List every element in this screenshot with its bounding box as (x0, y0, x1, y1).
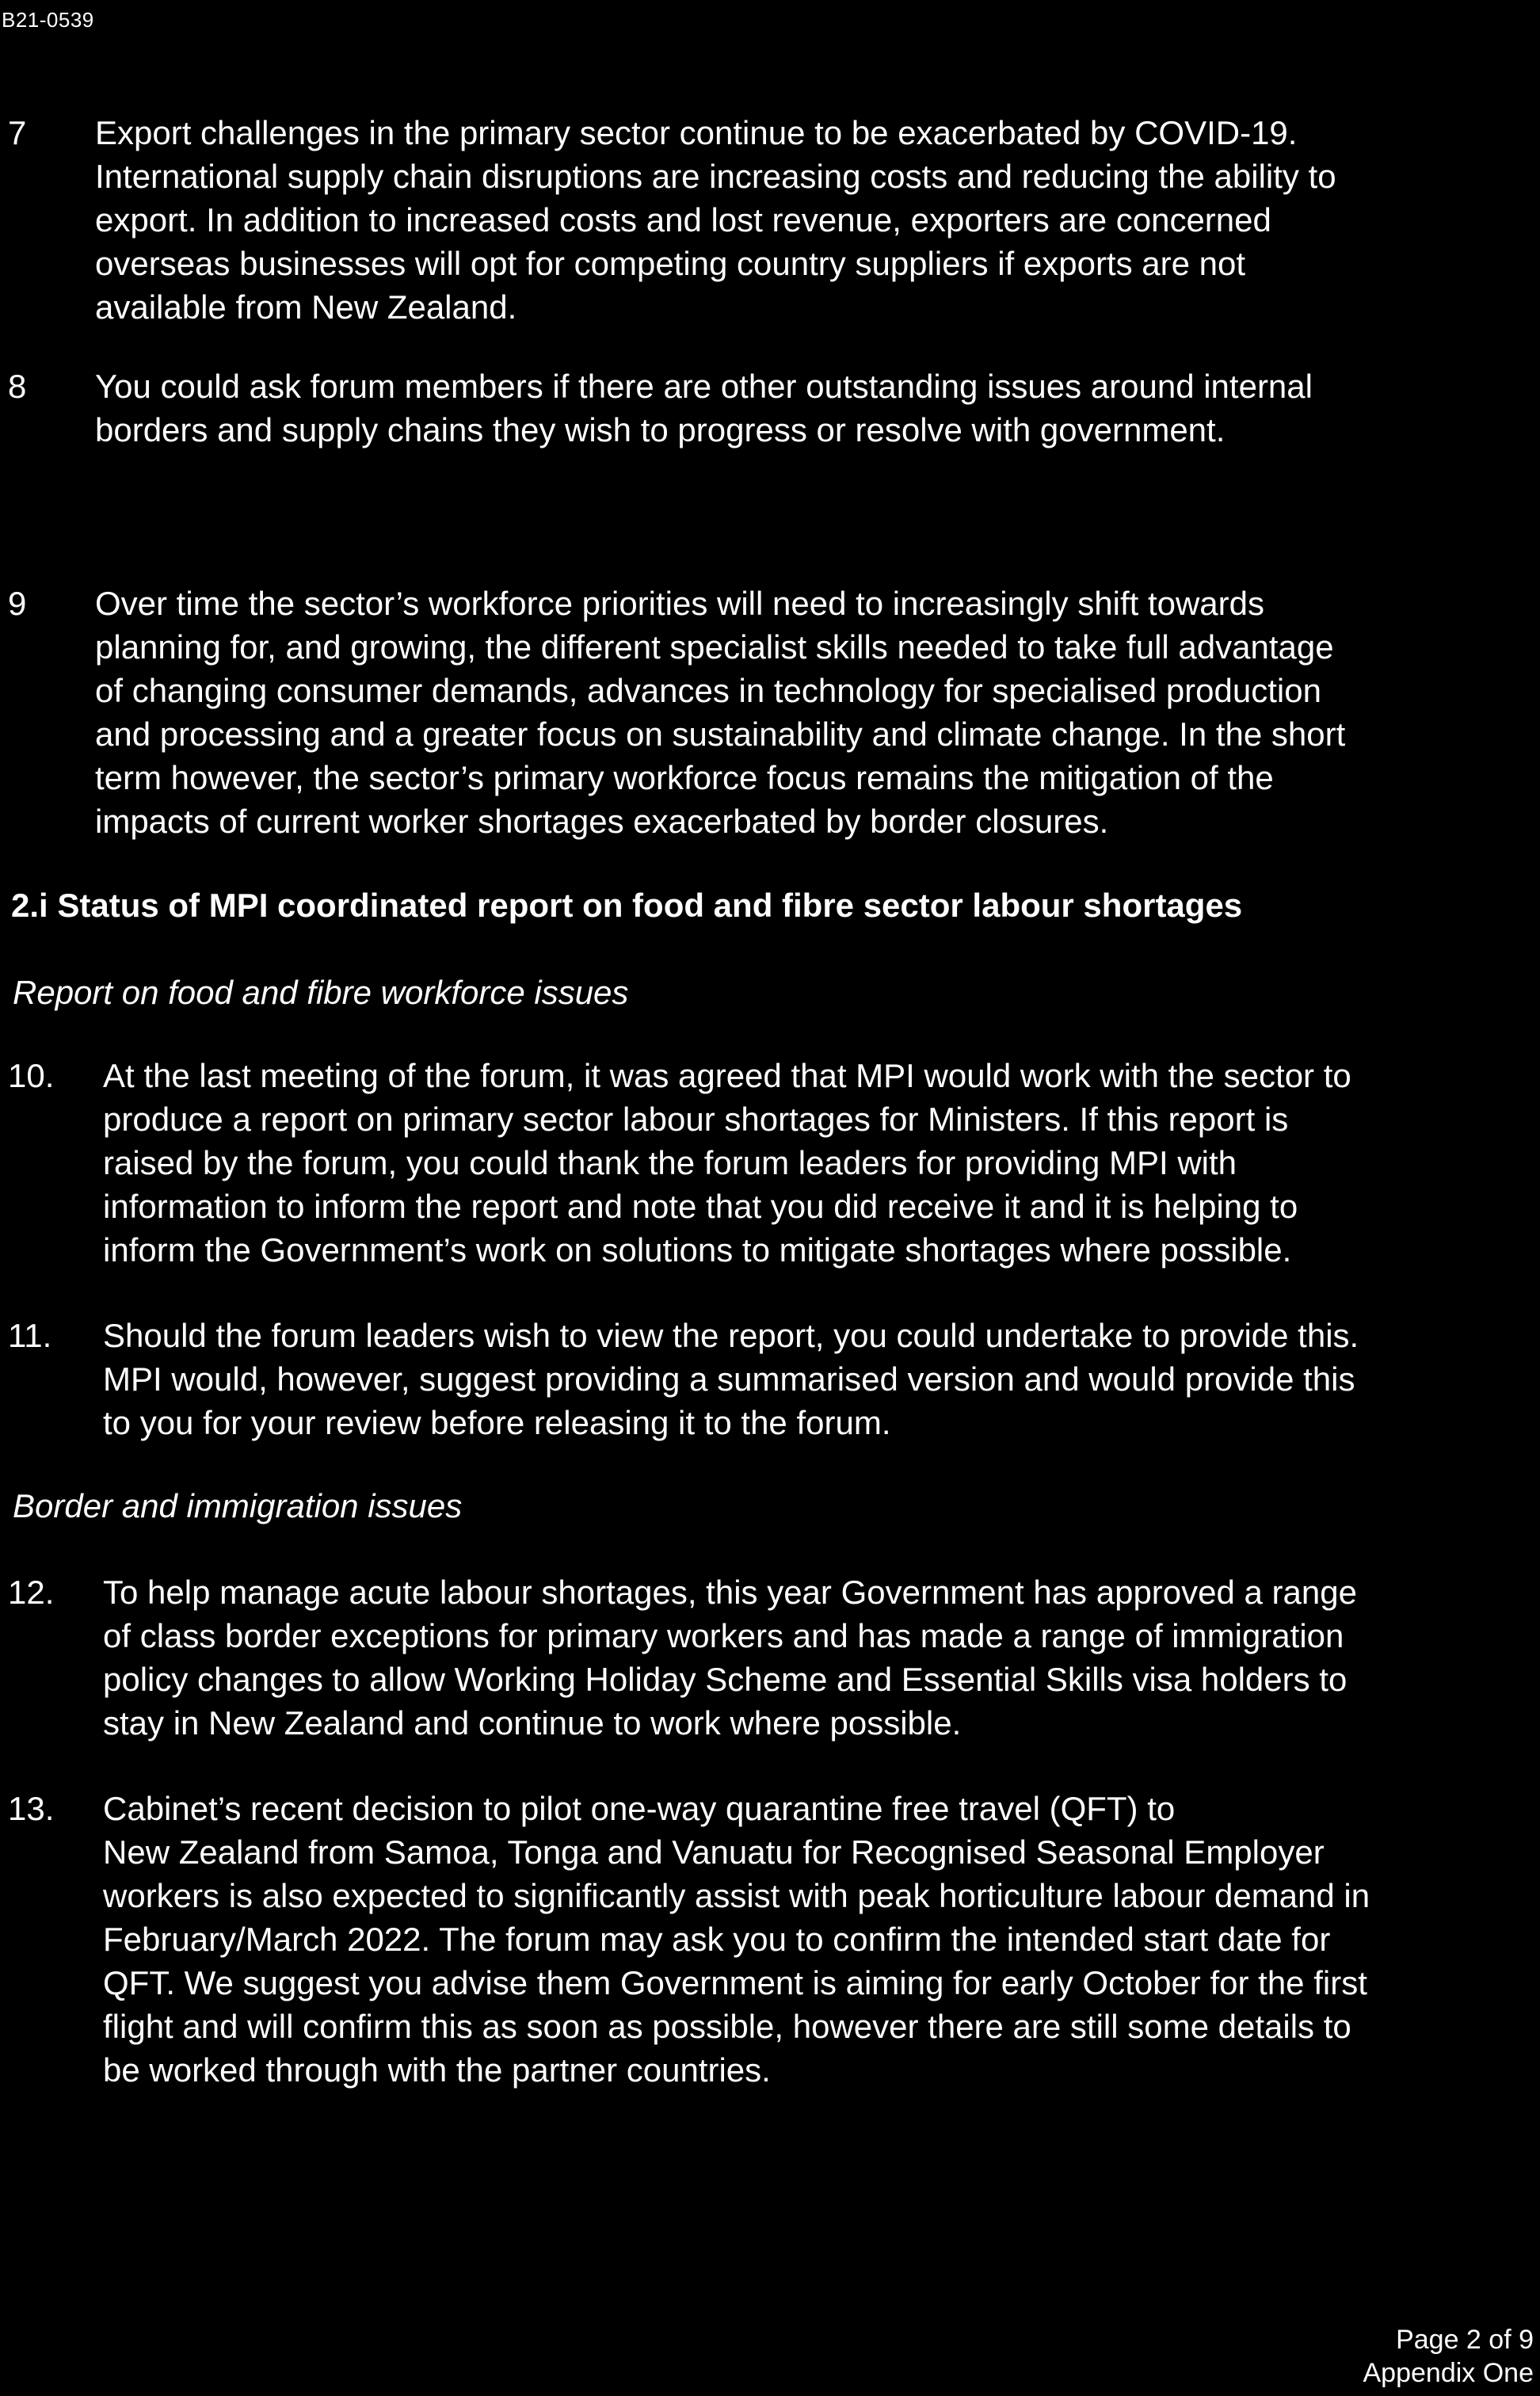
text-line: Over time the sector’s workforce priorities will need to increasingly shift towards (95, 585, 1265, 622)
text-line: Should the forum leaders wish to view the report, you could undertake to provide this. (103, 1317, 1359, 1354)
paragraph-number: 10. (8, 1057, 55, 1094)
paragraph-text (103, 1570, 1537, 1745)
subheading-workforce-issues: Report on food and fibre workforce issues (13, 974, 629, 1011)
subheading-border-immigration: Border and immigration issues (13, 1487, 463, 1524)
text-line: term however, the sector’s primary workforce focus remains the mitigation of the (95, 759, 1274, 796)
paragraph-number: 8 (8, 368, 27, 405)
paragraph-text (95, 582, 1529, 843)
text-line: QFT. We suggest you advise them Government is aiming for early October for the first (103, 1964, 1367, 2001)
text-line: International supply chain disruptions are increasing costs and reducing the ability to (95, 158, 1336, 195)
text-line: Cabinet’s recent decision to pilot one-way quarantine free travel (QFT) to (103, 1790, 1176, 1827)
paragraph-number: 9 (8, 585, 27, 622)
text-line: workers is also expected to significantly assist with peak horticulture labour demand in (103, 1877, 1370, 1914)
paragraph-text (103, 1787, 1537, 2092)
text-line: of changing consumer demands, advances in technology for specialised production (95, 672, 1321, 709)
text-line: planning for, and growing, the different specialist skills needed to take full advantage (95, 628, 1334, 666)
text-line: You could ask forum members if there are other outstanding issues around internal (95, 368, 1313, 405)
text-line: To help manage acute labour shortages, this year Government has approved a range (103, 1574, 1357, 1611)
paragraph-text (95, 111, 1529, 329)
text-line: information to inform the report and note that you did receive it and it is helping to (103, 1188, 1298, 1225)
text-line: At the last meeting of the forum, it was agreed that MPI would work with the sector to (103, 1057, 1351, 1094)
text-line: available from New Zealand. (95, 288, 517, 326)
document-reference: B21-0539 (2, 8, 94, 32)
text-line: impacts of current worker shortages exacerbated by border closures. (95, 803, 1109, 840)
paragraph-text (95, 364, 1529, 452)
text-line: of class border exceptions for primary workers and has made a range of immigration (103, 1617, 1344, 1654)
text-line: to you for your review before releasing it to the forum. (103, 1404, 891, 1441)
text-line: raised by the forum, you could thank the forum leaders for providing MPI with (103, 1144, 1237, 1181)
text-line: stay in New Zealand and continue to work where possible. (103, 1704, 962, 1742)
text-line: produce a report on primary sector labour shortages for Ministers. If this report is (103, 1101, 1289, 1138)
text-line: be worked through with the partner countries. (103, 2051, 771, 2089)
paragraph-number: 11. (8, 1317, 52, 1354)
paragraph-text (103, 1314, 1537, 1444)
text-line: borders and supply chains they wish to progress or resolve with government. (95, 411, 1226, 448)
text-line: February/March 2022. The forum may ask you to confirm the intended start date for (103, 1921, 1331, 1958)
text-line: MPI would, however, suggest providing a summarised version and would provide this (103, 1360, 1355, 1398)
paragraph-text (103, 1054, 1537, 1272)
page-number: Page 2 of 9 (1396, 2325, 1534, 2355)
text-line: export. In addition to increased costs and lost revenue, exporters are concerned (95, 201, 1271, 238)
text-line: New Zealand from Samoa, Tonga and Vanuatu for Recognised Seasonal Employer (103, 1833, 1325, 1871)
text-line: and processing and a greater focus on sustainability and climate change. In the short (95, 715, 1346, 753)
paragraph-number: 7 (8, 114, 27, 151)
paragraph-number: 13. (8, 1790, 55, 1827)
appendix-label: Appendix One (1363, 2358, 1534, 2388)
section-heading: 2.i Status of MPI coordinated report on food and fibre sector labour shortages (11, 887, 1243, 924)
text-line: policy changes to allow Working Holiday Scheme and Essential Skills visa holders to (103, 1661, 1348, 1698)
text-line: Export challenges in the primary sector continue to be exacerbated by COVID-19. (95, 114, 1298, 151)
text-line: overseas businesses will opt for competing country suppliers if exports are not (95, 245, 1246, 282)
text-line: inform the Government’s work on solutions to mitigate shortages where possible. (103, 1231, 1292, 1269)
paragraph-number: 12. (8, 1574, 55, 1611)
page-footer (1363, 2323, 1534, 2390)
text-line: flight and will confirm this as soon as possible, however there are still some details to (103, 2008, 1351, 2045)
